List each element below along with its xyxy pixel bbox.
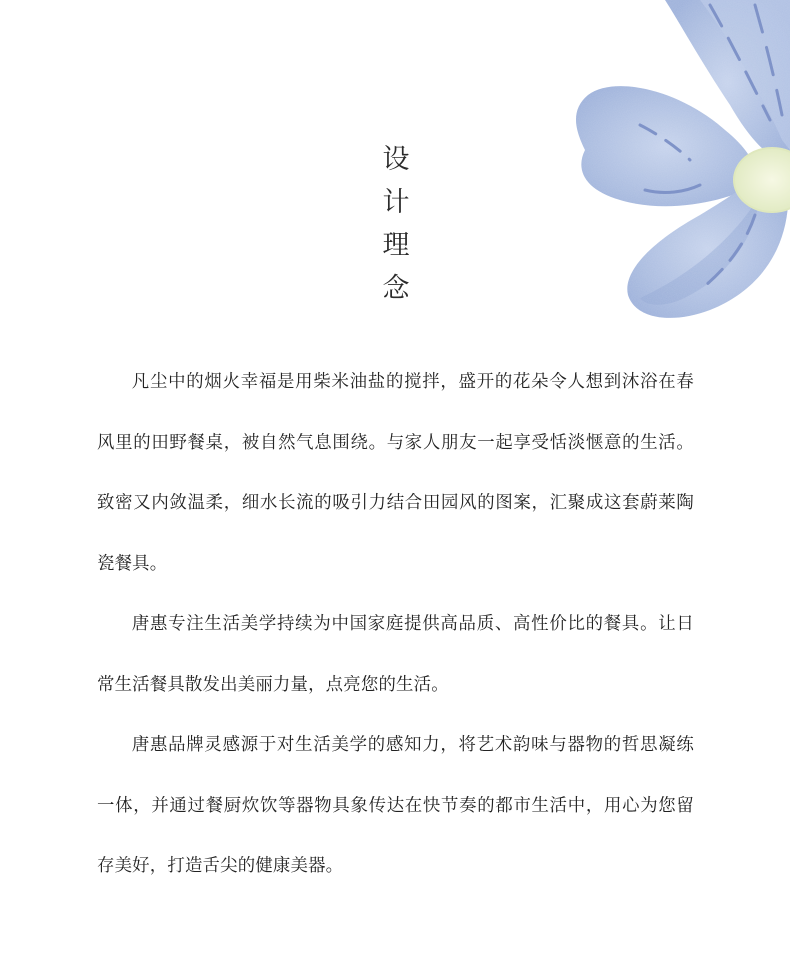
design-concept-text [97,352,694,897]
paragraph-brand-mission: 唐惠专注生活美学持续为中国家庭提供高品质、高性价比的餐具。让日常生活餐具散发出美丽力量，点亮您的生活。 [97,614,694,695]
title-char: 设 [382,144,410,175]
title-char: 计 [382,187,410,218]
title-char: 理 [382,230,410,261]
title-char: 念 [382,273,410,304]
flower-illustration-icon [560,0,790,330]
paragraph-brand-inspiration: 唐惠品牌灵感源于对生活美学的感知力，将艺术韵味与器物的哲思凝练一体，并通过餐厨炊饮等器物具象传达在快节奏的都市生活中，用心为您留存美好，打造舌尖的健康美器。 [97,735,694,876]
page-title [375,138,417,310]
paragraph-intro: 凡尘中的烟火幸福是用柴米油盐的搅拌，盛开的花朵令人想到沐浴在春风里的田野餐桌，被自然气息围绕。与家人朋友一起享受恬淡惬意的生活。致密又内敛温柔，细水长流的吸引力结合田园风的图案，汇聚成这套蔚莱陶瓷餐具。 [97,372,694,574]
